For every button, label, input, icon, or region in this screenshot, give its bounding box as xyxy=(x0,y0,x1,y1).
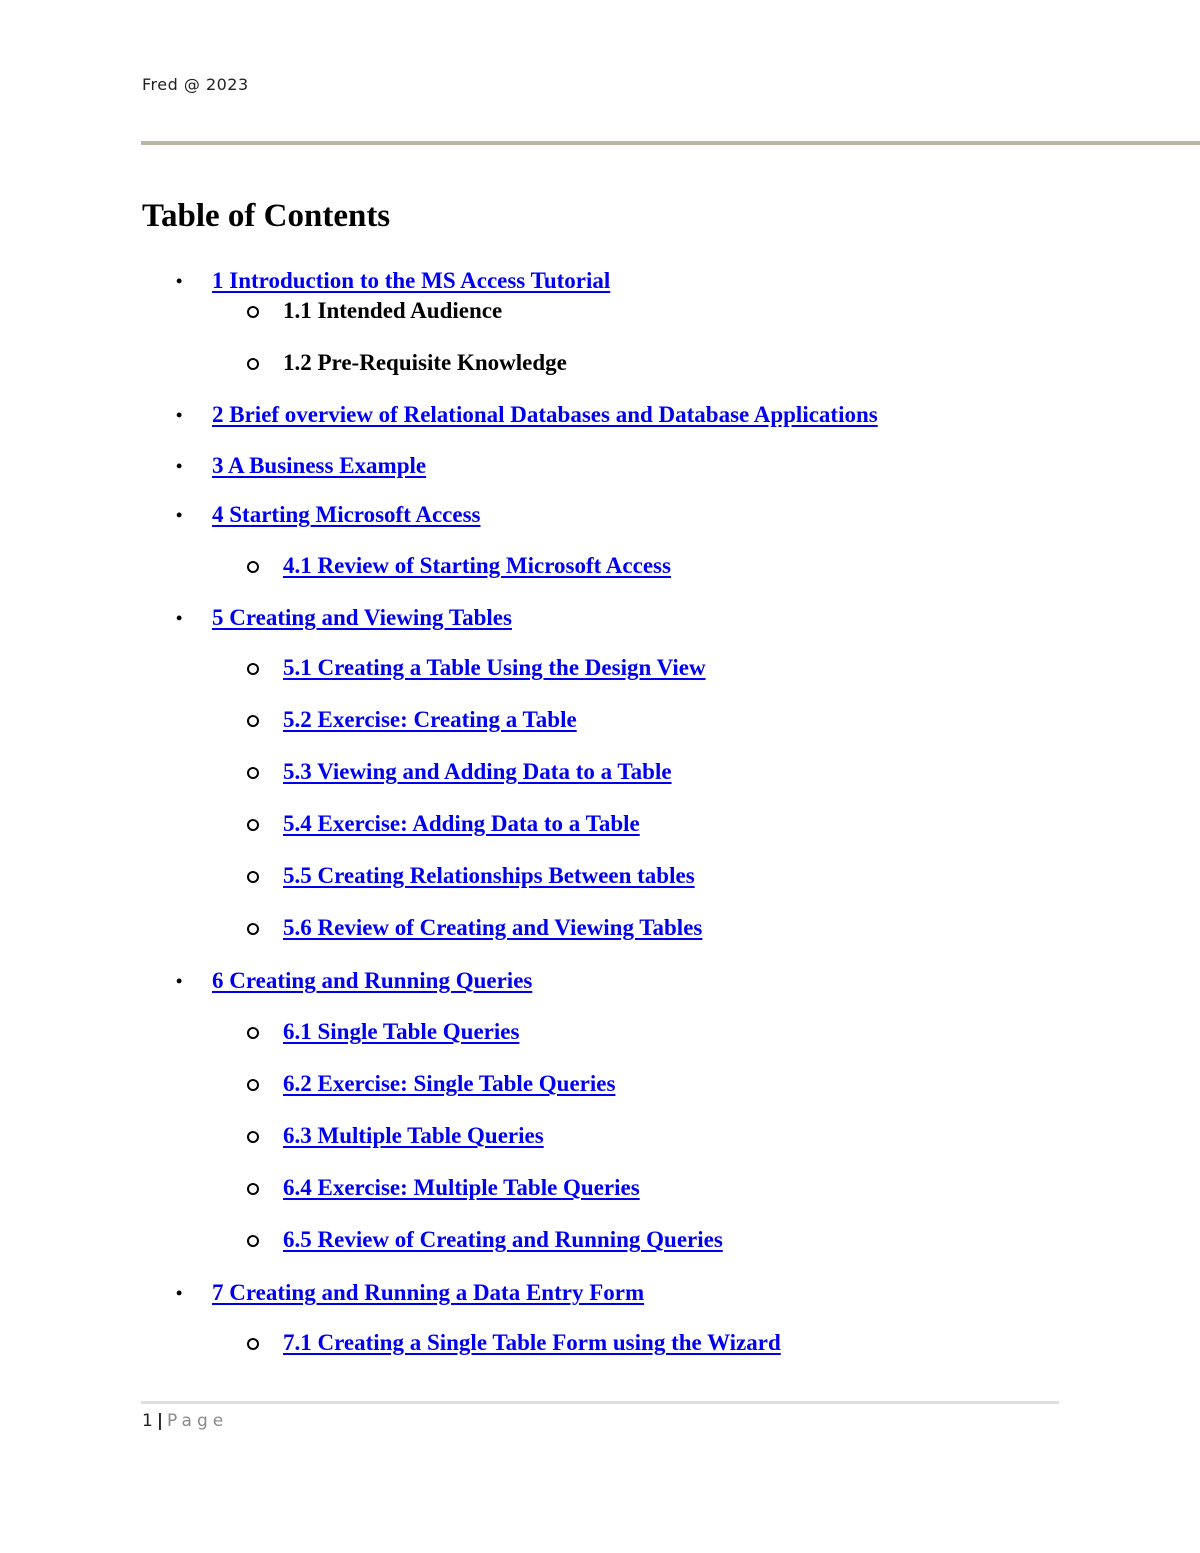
toc-entry[interactable] xyxy=(283,1328,781,1358)
toc-link[interactable]: 5.1 Creating a Table Using the Design View xyxy=(283,655,706,680)
bullet-dot-icon: • xyxy=(176,271,183,291)
toc-link[interactable]: 5.6 Review of Creating and Viewing Tables xyxy=(283,915,703,940)
toc-link[interactable]: 6.4 Exercise: Multiple Table Queries xyxy=(283,1175,640,1200)
toc-link[interactable]: 5.3 Viewing and Adding Data to a Table xyxy=(283,759,672,784)
toc-entry[interactable] xyxy=(176,451,427,481)
toc-entry[interactable] xyxy=(283,861,695,891)
header-divider xyxy=(141,141,1200,145)
bullet-circle-icon xyxy=(247,1131,259,1143)
toc-entry[interactable] xyxy=(176,266,611,296)
toc-link[interactable]: 7 Creating and Running a Data Entry Form xyxy=(212,1280,645,1305)
bullet-circle-icon xyxy=(247,715,259,727)
toc-link[interactable]: 4.1 Review of Starting Microsoft Access xyxy=(283,553,671,578)
toc-link[interactable]: 1 Introduction to the MS Access Tutorial xyxy=(212,268,611,293)
footer-separator: | xyxy=(156,1411,164,1431)
toc-title: Table of Contents xyxy=(142,198,391,234)
bullet-circle-icon xyxy=(247,1183,259,1195)
toc-label: 1.2 Pre-Requisite Knowledge xyxy=(283,350,567,375)
toc-entry[interactable] xyxy=(283,1225,723,1255)
toc-link[interactable]: 5.4 Exercise: Adding Data to a Table xyxy=(283,811,640,836)
toc-link[interactable]: 6.3 Multiple Table Queries xyxy=(283,1123,544,1148)
toc-link[interactable]: 4 Starting Microsoft Access xyxy=(212,502,481,527)
toc-entry[interactable] xyxy=(176,500,481,530)
page-label: Page xyxy=(167,1411,229,1431)
toc-link[interactable]: 2 Brief overview of Relational Databases and Database Applications xyxy=(212,402,878,427)
toc-entry[interactable] xyxy=(176,966,533,996)
bullet-circle-icon xyxy=(247,871,259,883)
toc-link[interactable]: 5 Creating and Viewing Tables xyxy=(212,605,512,630)
toc-link[interactable]: 5.2 Exercise: Creating a Table xyxy=(283,707,577,732)
bullet-circle-icon xyxy=(247,663,259,675)
toc-label: 1.1 Intended Audience xyxy=(283,298,503,323)
toc-entry[interactable] xyxy=(176,1278,645,1308)
bullet-circle-icon xyxy=(247,1338,259,1350)
toc-entry xyxy=(283,296,502,326)
toc-entry[interactable] xyxy=(283,1121,544,1151)
bullet-dot-icon: • xyxy=(176,971,183,991)
toc-entry[interactable] xyxy=(283,653,706,683)
bullet-circle-icon xyxy=(247,1027,259,1039)
toc-link[interactable]: 3 A Business Example xyxy=(212,453,427,478)
toc-link[interactable]: 6.5 Review of Creating and Running Queries xyxy=(283,1227,723,1252)
toc-entry[interactable] xyxy=(176,603,512,633)
toc-link[interactable]: 5.5 Creating Relationships Between tables xyxy=(283,863,695,888)
bullet-circle-icon xyxy=(247,1079,259,1091)
toc-entry[interactable] xyxy=(283,1173,640,1203)
toc-entry xyxy=(283,348,567,378)
bullet-dot-icon: • xyxy=(176,456,183,476)
toc-entry[interactable] xyxy=(283,809,640,839)
bullet-circle-icon xyxy=(247,561,259,573)
footer-divider xyxy=(141,1401,1059,1404)
toc-entry[interactable] xyxy=(283,757,672,787)
toc-entry[interactable] xyxy=(283,1069,615,1099)
toc-link[interactable]: 6.1 Single Table Queries xyxy=(283,1019,520,1044)
bullet-dot-icon: • xyxy=(176,505,183,525)
toc-entry[interactable] xyxy=(283,913,702,943)
page-header: Fred @ 2023 xyxy=(142,75,249,94)
bullet-circle-icon xyxy=(247,819,259,831)
bullet-circle-icon xyxy=(247,767,259,779)
toc-link[interactable]: 7.1 Creating a Single Table Form using the Wizard xyxy=(283,1330,781,1355)
toc-link[interactable]: 6 Creating and Running Queries xyxy=(212,968,533,993)
bullet-dot-icon: • xyxy=(176,405,183,425)
bullet-dot-icon: • xyxy=(176,608,183,628)
page-number: 1 xyxy=(142,1411,153,1431)
toc-entry[interactable] xyxy=(283,705,577,735)
bullet-dot-icon: • xyxy=(176,1283,183,1303)
toc-link[interactable]: 6.2 Exercise: Single Table Queries xyxy=(283,1071,616,1096)
bullet-circle-icon xyxy=(247,306,259,318)
bullet-circle-icon xyxy=(247,923,259,935)
bullet-circle-icon xyxy=(247,1235,259,1247)
bullet-circle-icon xyxy=(247,358,259,370)
toc-entry[interactable] xyxy=(283,551,671,581)
page-footer xyxy=(142,1409,228,1433)
toc-entry[interactable] xyxy=(283,1017,519,1047)
toc-entry[interactable] xyxy=(176,400,878,430)
